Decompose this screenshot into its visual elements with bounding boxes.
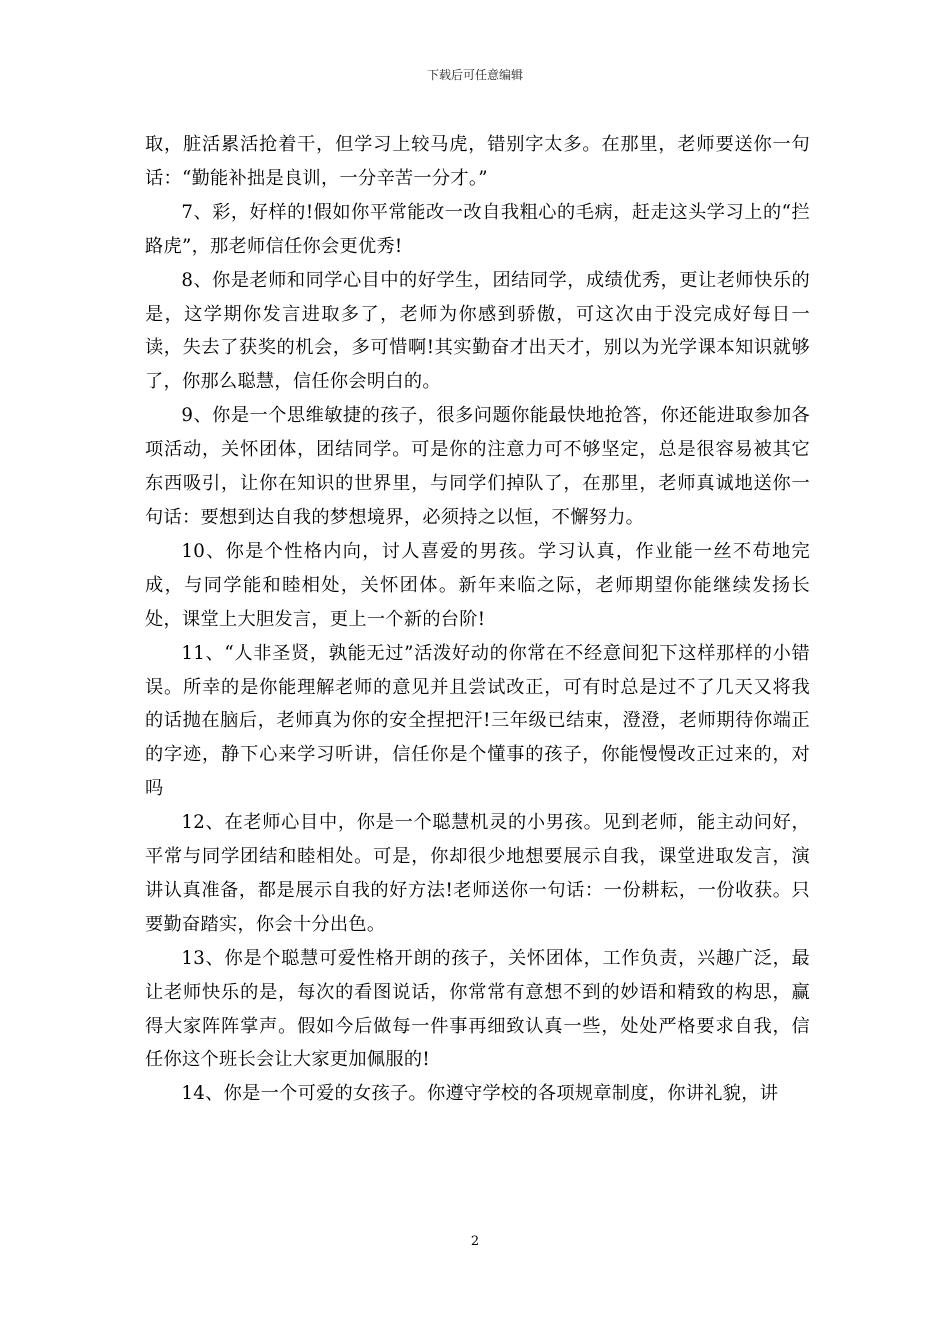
paragraph-7: 7、彩，好样的!假如你平常能改一改自我粗心的毛病，赶走这头学习上的“拦路虎”，那老师信任你会更优秀! — [145, 201, 810, 257]
page-number: 2 — [470, 1234, 480, 1249]
page-header: 下载后可任意编辑 — [426, 68, 523, 82]
paragraph-14: 14、你是一个可爱的女孩子。你遵守学校的各项规章制度，你讲礼貌，讲 — [181, 1083, 779, 1105]
paragraph-9: 9、你是一个思维敏捷的孩子，很多问题你能最快地抢答，你还能进取参加各项活动，关怀团体，团结同学。可是你的注意力可不够坚定，总是很容易被其它东西吸引，让你在知识的世界里，与同学们掉队了，在那里，老师真诚地送你一句话：要想到达自我的梦想境界，必须持之以恒，不懈努力。 — [145, 405, 810, 528]
document-body — [145, 128, 810, 1111]
paragraph-13: 13、你是个聪慧可爱性格开朗的孩子，关怀团体，工作负责，兴趣广泛，最让老师快乐的是，每次的看图说话，你常常有意想不到的妙语和精致的构思，赢得大家阵阵掌声。假如今后做每一件事再细致认真一些，处处严格要求自我，信任你这个班长会让大家更加佩服的! — [145, 947, 810, 1071]
paragraph-12: 12、在老师心目中，你是一个聪慧机灵的小男孩。见到老师，能主动问好，平常与同学团结和睦相处。可是，你却很少地想要展示自我，课堂进取发言，演讲认真准备，都是展示自我的好方法!老师送你一句话：一份耕耘，一份收获。只要勤奋踏实，你会十分出色。 — [145, 812, 810, 935]
paragraph-10: 10、你是个性格内向，讨人喜爱的男孩。学习认真，作业能一丝不苟地完成，与同学能和睦相处，关怀团体。新年来临之际，老师期望你能继续发扬长处，课堂上大胆发言，更上一个新的台阶! — [145, 540, 810, 630]
paragraph-11: 11、“人非圣贤，孰能无过”活泼好动的你常在不经意间犯下这样那样的小错误。所幸的是你能理解老师的意见并且尝试改正，可有时总是过不了几天又将我的话抛在脑后，老师真为你的安全捏把汗!三年级已结束，澄澄，老师期待你端正的字迹，静下心来学习听讲，信任你是个懂事的孩子，你能慢慢改正过来的，对吗 — [145, 642, 810, 800]
paragraph-8: 8、你是老师和同学心目中的好学生，团结同学，成绩优秀，更让老师快乐的是，这学期你发言进取多了，老师为你感到骄傲，可这次由于没完成好每日一读，失去了获奖的机会，多可惜啊!其实勤奋才出天才，别以为光学课本知识就够了，你那么聪慧，信任你会明白的。 — [145, 269, 810, 393]
paragraph-continued: 取，脏活累活抢着干，但学习上较马虎，错别字太多。在那里，老师要送你一句话：“勤能补拙是良训，一分辛苦一分才。” — [145, 134, 810, 189]
